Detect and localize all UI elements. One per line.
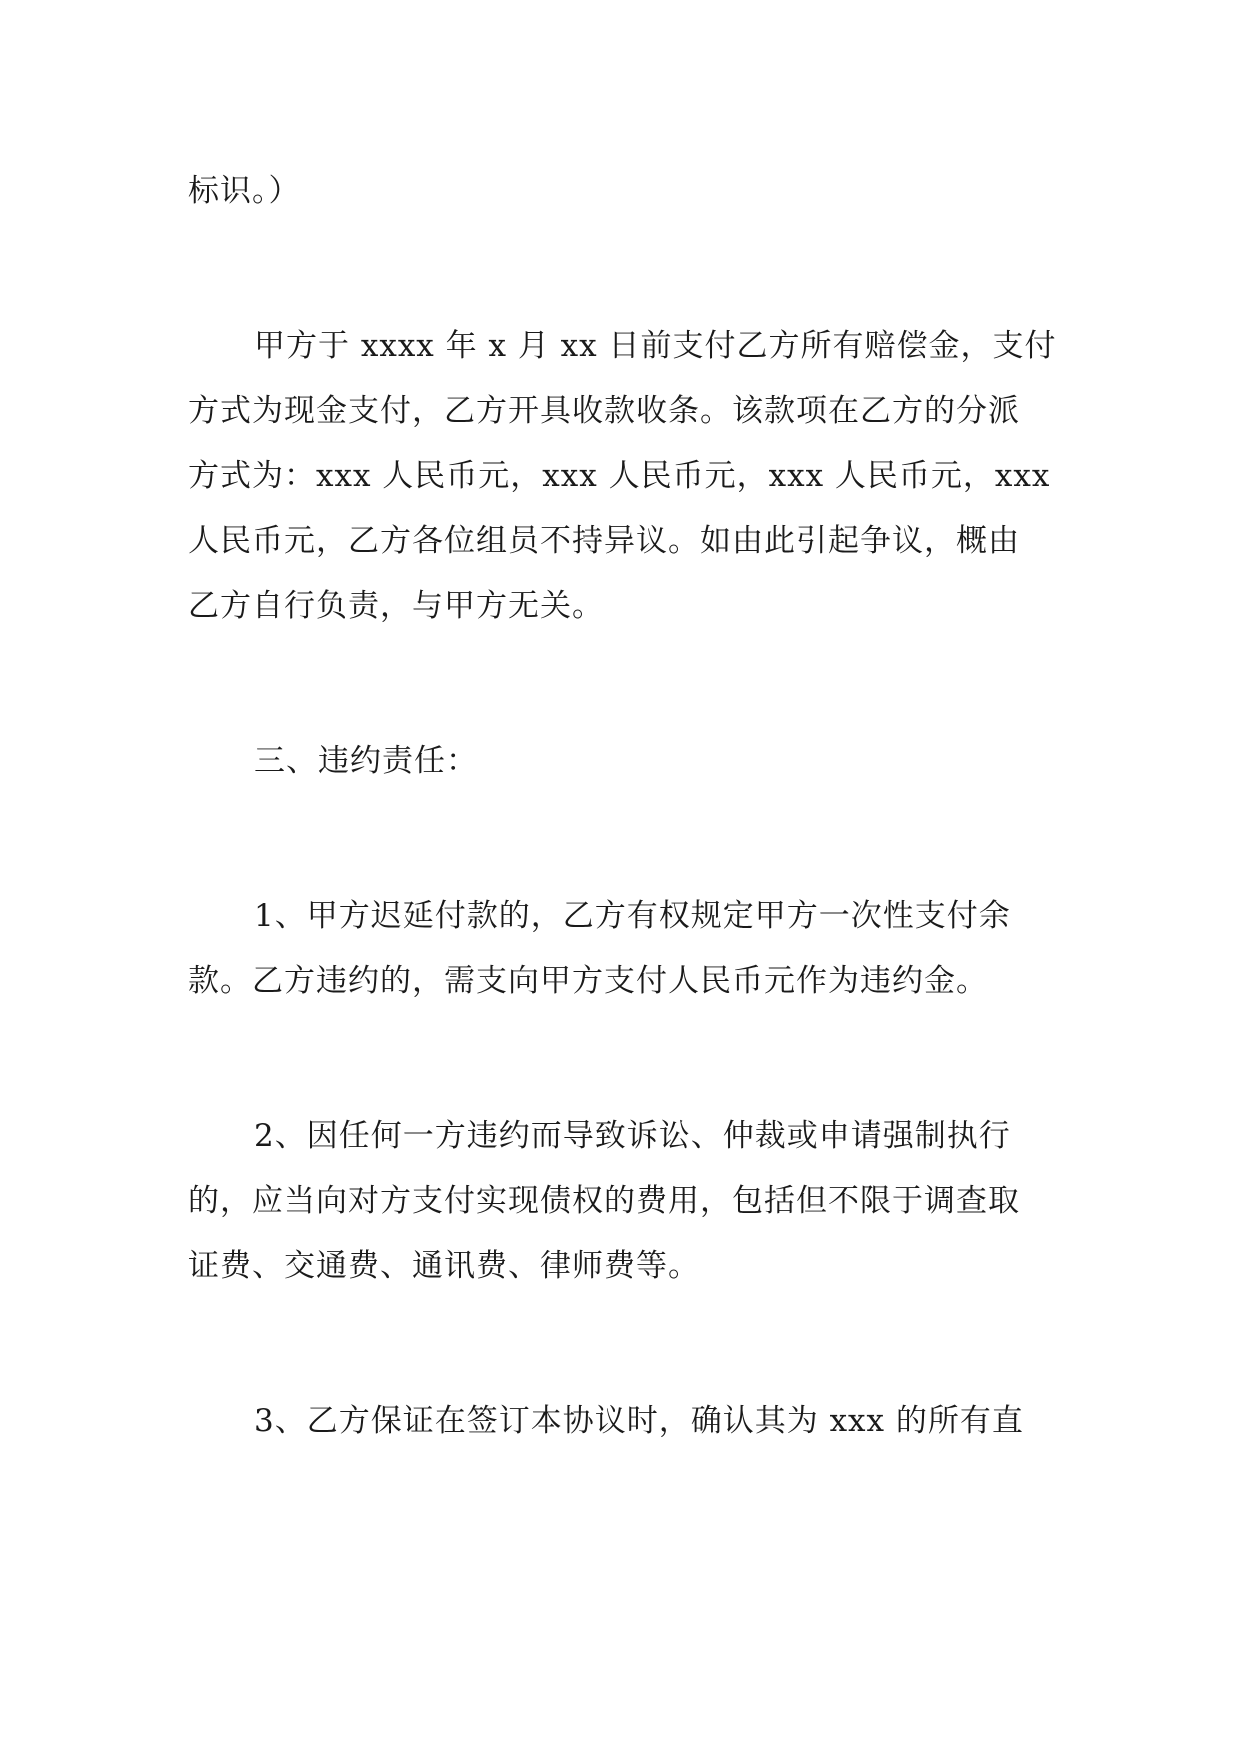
paragraph-first-line: 1、甲方迟延付款的，乙方有权规定甲方一次性支付余 (254, 898, 1011, 934)
text-line: 款。乙方违约的，需支向甲方支付人民币元作为违约金。 (188, 963, 988, 999)
paragraph-first-line: 3、乙方保证在签订本协议时，确认其为 xxx 的所有直 (254, 1403, 1024, 1439)
text-line: 证费、交通费、通讯费、律师费等。 (188, 1248, 700, 1284)
text-line: 乙方自行负责，与甲方无关。 (188, 588, 604, 624)
text-line: 人民币元，乙方各位组员不持异议。如由此引起争议，概由 (188, 523, 1020, 559)
text-line: 标识。） (188, 173, 301, 209)
section-heading: 三、违约责任： (254, 743, 478, 779)
paragraph-first-line: 甲方于 xxxx 年 x 月 xx 日前支付乙方所有赔偿金，支付 (254, 328, 1057, 364)
text-line: 方式为：xxx 人民币元，xxx 人民币元，xxx 人民币元，xxx (188, 458, 1051, 494)
paragraph-first-line: 2、因任何一方违约而导致诉讼、仲裁或申请强制执行 (254, 1118, 1011, 1154)
text-line: 方式为现金支付，乙方开具收款收条。该款项在乙方的分派 (188, 393, 1020, 429)
text-line: 的，应当向对方支付实现债权的费用，包括但不限于调查取 (188, 1183, 1020, 1219)
